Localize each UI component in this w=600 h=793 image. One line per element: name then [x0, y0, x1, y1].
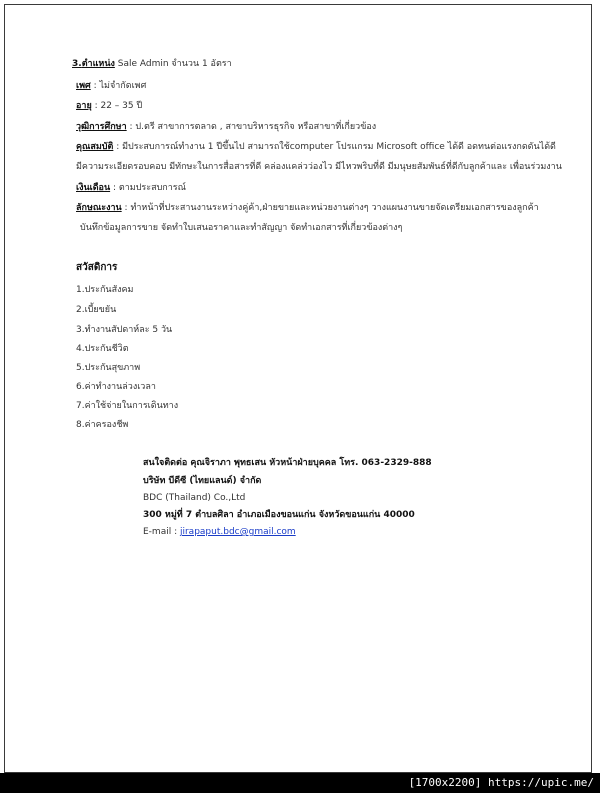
req-job-description-cont: [80, 222, 402, 234]
company-address: 300 หมู่ที่ 7 ตำบลศิลา อำเภอเมืองขอนแก่น จังหวัดขอนแก่น 40000: [143, 510, 415, 520]
req-job-description: [76, 202, 539, 214]
position-title-label: ตำแหน่ง: [81, 59, 115, 69]
req-value-cont: มีความระเอียดรอบคอบ มีทักษะในการสื่อสารที่ดี คล่องแคล่วว่องไว มีไหวพริบที่ดี มีมนุษยสัมพันธ์ที่ดีกับลูกค้าและ เพื่อนร่วมงาน: [76, 162, 562, 172]
position-line: [72, 58, 232, 70]
req-label: เงินเดือน: [76, 183, 111, 193]
position-title-value: Sale Admin จำนวน 1 อัตรา: [114, 59, 232, 69]
req-label: วุฒิการศึกษา: [76, 122, 127, 132]
req-education: [76, 121, 376, 133]
req-value: : ตามประสบการณ์: [110, 183, 186, 193]
position-number: 3.: [72, 59, 82, 69]
contact-email-line: [143, 526, 296, 538]
req-value: : ทำหน้าที่ประสานงานระหว่างคู่ค้า,ฝ่ายขายและหน่วยงานต่างๆ วางแผนงานขายจัดเตรียมเอกสารของลูกค้า: [121, 203, 539, 213]
req-label: ลักษณะงาน: [76, 203, 122, 213]
welfare-heading: สวัสดิการ: [76, 262, 118, 273]
req-qualifications-cont: [76, 161, 562, 173]
req-label: เพศ: [76, 81, 91, 91]
welfare-item: 8.ค่าครองชีพ: [76, 420, 129, 430]
req-value-cont: บันทึกข้อมูลการขาย จัดทำใบเสนอราคาและทำสัญญา จัดทำเอกสารที่เกี่ยวข้องต่างๆ: [80, 223, 403, 233]
req-qualifications: [76, 141, 556, 153]
req-value: : มีประสบการณ์ทำงาน 1 ปีขึ้นไป สามารถใช้computer โปรแกรม Microsoft office ได้ดี อดทนต่อแรงกดดันได้ดี: [113, 142, 556, 152]
req-value: : ไม่จำกัดเพศ: [90, 81, 147, 91]
welfare-item: 6.ค่าทำงานล่วงเวลา: [76, 382, 156, 392]
req-value: : ป.ตรี สาขาการตลาด , สาขาบริหารธุรกิจ หรือสาขาที่เกี่ยวข้อง: [126, 122, 377, 132]
contact-person: สนใจติดต่อ คุณจิราภา พุทธเสน หัวหน้าฝ่ายบุคคล โทร. 063-2329-888: [143, 458, 432, 468]
company-name-th: บริษัท บีดีซี (ไทยแลนด์) จำกัด: [143, 476, 262, 486]
req-label: คุณสมบัติ: [76, 142, 114, 152]
welfare-item: 2.เบี้ยขยัน: [76, 305, 117, 315]
req-age: [76, 100, 142, 112]
req-gender: [76, 80, 146, 92]
welfare-item: 7.ค่าใช้จ่ายในการเดินทาง: [76, 401, 179, 411]
image-host-footer: [1700x2200] https://upic.me/: [0, 773, 600, 793]
welfare-item: 3.ทำงานสัปดาห์ละ 5 วัน: [76, 325, 173, 335]
welfare-item: 5.ประกันสุขภาพ: [76, 363, 141, 373]
req-value: : 22 – 35 ปี: [91, 101, 143, 111]
req-label: อายุ: [76, 101, 92, 111]
welfare-item: 1.ประกันสังคม: [76, 285, 134, 295]
email-link[interactable]: jirapaput.bdc@gmail.com: [179, 527, 296, 537]
email-label: E-mail :: [143, 527, 180, 537]
welfare-item: 4.ประกันชีวิต: [76, 344, 129, 354]
req-salary: [76, 182, 186, 194]
company-name-en: BDC (Thailand) Co.,Ltd: [143, 493, 246, 503]
